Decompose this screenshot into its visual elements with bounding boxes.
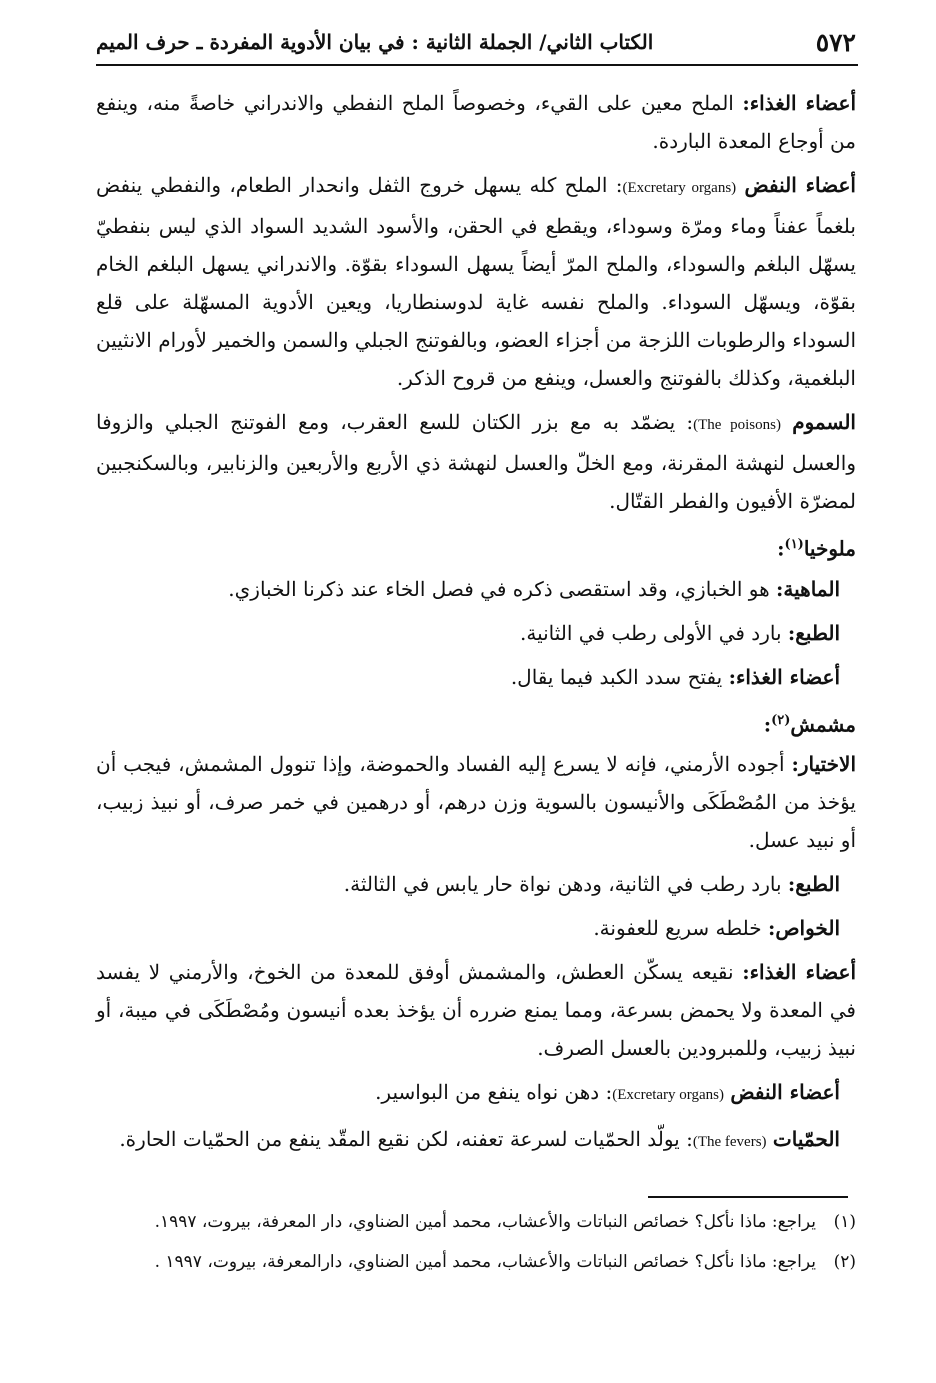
section-term: أعضاء النفض xyxy=(744,173,856,197)
entry-title: مشمش xyxy=(790,712,856,737)
paragraph-text: : الملح كله يسهل خروج الثفل وانحدار الطعام، والنفطي ينفض بلغماً عفناً وماء ومرّة وسوداء، ويقطع في الحقن، والأسود الشديد السواد الذي ليس بنفطيّ يسهّل البلغم والسوداء، والملح المرّ أيضاً يسهل السوداء بقوّة. والاندراني يسهل البلغم الخام بقوّة، ويسهّل السوداء. والملح نفسه غاية لدوسنطاريا، ويعين الأدوية المسهّلة على قلع السوداء والرطوبات اللزجة من أجزاء العضو، وبالفوتنج الجبلي والسمن والخمير لأورام الانثيين البلغمية، وكذلك بالفوتنج والعسل، وينفع من قروح الذكر. xyxy=(96,173,856,390)
section-term: الطبع: xyxy=(787,872,840,897)
paragraph-temperament xyxy=(96,614,856,652)
paragraph-text: : يولّد الحمّيات لسرعة تعفنه، لكن نقيع المقّد ينفع من الحمّيات الحارة. xyxy=(119,1127,693,1152)
section-term: الحمّيات xyxy=(772,1127,840,1152)
paragraph-text: بارد في الأولى رطب في الثانية. xyxy=(519,620,788,645)
paragraph-digestion-3 xyxy=(96,953,856,1067)
footnote-item xyxy=(88,1208,856,1236)
paragraph-text: : دهن نواه ينفع من البواسير. xyxy=(375,1080,613,1105)
footnote-mark: (١) xyxy=(833,1212,856,1232)
footnotes xyxy=(88,1208,856,1288)
paragraph-selection xyxy=(96,745,856,859)
paragraph-text: خلطه سريع للعفونة. xyxy=(593,916,768,941)
paragraph-text: يفتح سدد الكبد فيما يقال. xyxy=(510,664,729,689)
page-number: ٥٧٢ xyxy=(815,28,856,57)
heading-colon: : xyxy=(763,712,772,737)
header-rule xyxy=(96,64,858,66)
paragraph-excretion-2 xyxy=(96,1073,856,1114)
footnote-text: يراجع: ماذا نأكل؟ خصائص النباتات والأعشاب، محمد أمين الضناوي، دار المعرفة، بيروت، ١٩٩٧. xyxy=(154,1212,816,1232)
footnote-rule xyxy=(648,1196,848,1198)
section-term: الخواص: xyxy=(767,916,840,941)
section-term: أعضاء الغذاء: xyxy=(728,664,840,689)
latin-gloss: (Excretary organs) xyxy=(622,180,737,196)
paragraph-digestion-2 xyxy=(96,658,856,696)
paragraph-text: بارد رطب في الثانية، ودهن نواة حار يابس في الثالثة. xyxy=(343,872,788,897)
footnote-ref: (٢) xyxy=(771,712,791,728)
section-term: السموم xyxy=(792,410,856,434)
heading-colon: : xyxy=(777,536,785,561)
latin-gloss: (The poisons) xyxy=(693,417,781,433)
paragraph-text: هو الخبازي، وقد استقصى ذكره في فصل الخاء عند ذكرنا الخبازي. xyxy=(228,576,776,601)
footnote-item xyxy=(88,1248,856,1276)
section-term: أعضاء النفض xyxy=(730,1080,840,1105)
latin-gloss: (The fevers) xyxy=(692,1134,767,1151)
paragraph-quiddity xyxy=(96,570,856,608)
footnote-text: يراجع: ماذا نأكل؟ خصائص النباتات والأعشاب، محمد أمين الضناوي، دارالمعرفة، بيروت، ١٩٩٧ . xyxy=(154,1252,816,1272)
paragraph-temperament-2 xyxy=(96,865,856,903)
paragraph-text: : يضمّد به مع بزر الكتان للسع العقرب، ومع الفوتنج الجبلي والزوفا والعسل لنهشة المقرنة، ومع الخلّ والعسل لنهشة ذي الأربع والأربعين والزنابير، وبالسكنجبين لمضرّة الأفيون والفطر القتّال. xyxy=(96,410,856,513)
section-term: الماهية: xyxy=(776,576,840,601)
paragraph-fevers xyxy=(96,1120,856,1161)
paragraph-text: الملح معين على القيء، وخصوصاً الملح النفطي والاندراني خاصةً منه، وينفع من أوجاع المعدة الباردة. xyxy=(96,91,856,153)
section-term: أعضاء الغذاء: xyxy=(742,960,856,985)
section-term: الاختيار: xyxy=(791,752,856,777)
paragraph-poisons xyxy=(96,403,856,520)
section-term: الطبع: xyxy=(787,620,840,645)
paragraph-properties xyxy=(96,909,856,947)
entry-heading-mulukhiya xyxy=(96,526,856,568)
running-head: الكتاب الثاني/ الجملة الثانية : في بيان الأدوية المفردة ـ حرف الميم xyxy=(96,30,654,54)
page-header xyxy=(96,26,856,66)
footnote-mark: (٢) xyxy=(833,1252,856,1272)
paragraph-digestion xyxy=(96,84,856,160)
section-term: أعضاء الغذاء: xyxy=(742,91,857,115)
page-body xyxy=(96,84,856,1167)
paragraph-text: نقيعه يسكّن العطش، والمشمش أوفق للمعدة من الخوخ، والأرمني لا يفسد في المعدة ولا يحمض بسرعة، ومما يمنع ضرره أن يؤخذ بعده أنيسون ومُصْطَكَى في ميبة، أو نبيذ زبيب، وللمبرودين بالعسل الصرف. xyxy=(96,960,856,1061)
latin-gloss: (Excretary organs) xyxy=(612,1087,725,1104)
entry-heading-apricot xyxy=(96,702,856,744)
footnote-ref: (١) xyxy=(784,537,804,552)
paragraph-text: أجوده الأرمني، فإنه لا يسرع إليه الفساد والحموضة، وإذا تنوول المشمش، فيجب أن يؤخذ من المُصْطَكَى والأنيسون بالسوية وزن درهم، أو درهمين في خمر صرف، أو نبيذ زبيب، أو نبيد عسل. xyxy=(96,752,856,853)
entry-title: ملوخيا xyxy=(803,536,856,561)
paragraph-excretion xyxy=(96,166,856,397)
